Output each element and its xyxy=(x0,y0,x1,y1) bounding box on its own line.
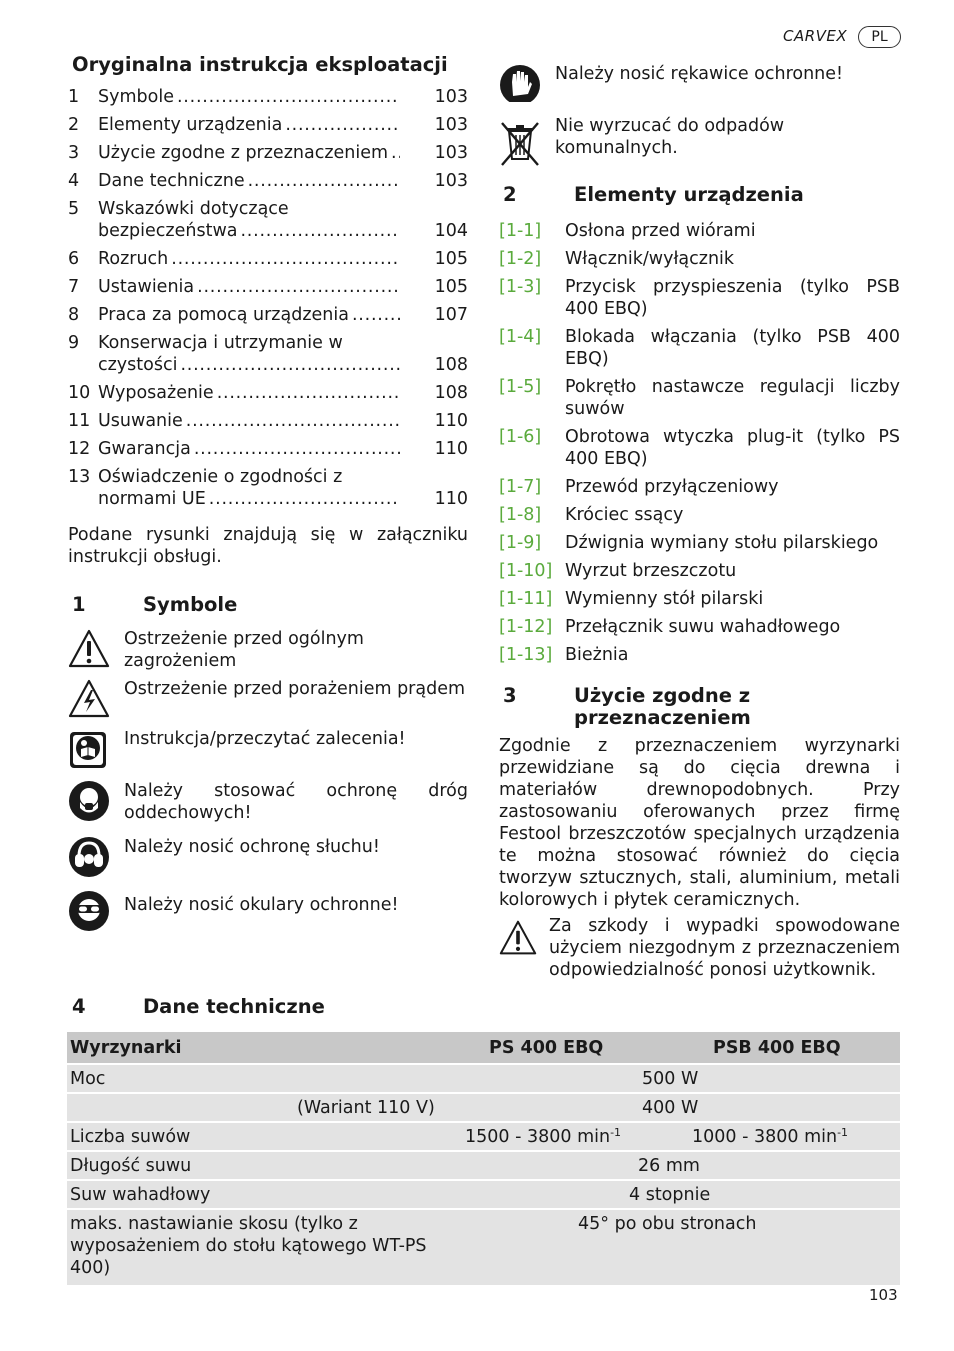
symbol-item: Należy nosić okulary ochronne! xyxy=(68,890,468,932)
symbol-item: Nie wyrzucać do odpadów komunalnych. xyxy=(499,118,900,176)
list-item: [1-10] Wyrzut brzeszczotu xyxy=(499,561,737,581)
list-item: [1-7] Przewód przyłączeniowy xyxy=(499,477,779,497)
toc-item[interactable]: 6 Rozruch . . . 105 xyxy=(68,248,468,270)
list-item: [1-9] Dźwignia wymiany stołu pilarskiego xyxy=(499,533,879,553)
symbol-item: Ostrzeżenie przed ogólnym zagrożeniem xyxy=(68,628,468,678)
toc-item[interactable]: 2 Elementy urządzenia . . . 103 xyxy=(68,114,468,136)
table-of-contents xyxy=(68,86,468,510)
toc-item[interactable]: 8 Praca za pomocą urządzenia . . . 107 xyxy=(68,304,468,326)
toc-item[interactable]: 9 Konserwacja i utrzymanie w czystości . . . 108 xyxy=(68,332,468,376)
table-row: Liczba suwów 1500 - 3800 $\min^{-1}$ 1000 - 3800 $\min^{-1}$ xyxy=(67,1122,900,1151)
intended-use-text: Zgodnie z przeznaczeniem wyrzynarki przewidziane są do cięcia drewna i materiałów drewnopodobnych. Przy zastosowaniu oferowanych przez firmę Festool brzeszczotów specjalnych urządzenia te można stosować również do cięcia tworzyw sztucznych, stali, aluminium, metali kolorowych i płytek ceramicznych. xyxy=(499,736,900,910)
technical-data-table xyxy=(67,1032,900,1285)
safety-goggles-icon xyxy=(68,890,110,932)
respirator-icon xyxy=(68,780,110,822)
list-item: [1-3] Przycisk przyspieszenia (tylko PSB 400 EBQ) xyxy=(499,277,900,319)
table-row: Suw wahadłowy 4 stopnie xyxy=(67,1180,900,1209)
gloves-icon xyxy=(499,60,541,102)
toc-item[interactable]: 3 Użycie zgodne z przeznaczeniem . . . 103 xyxy=(68,142,468,164)
toc-item[interactable]: 11 Usuwanie . . . 110 xyxy=(68,410,468,432)
crossed-bin-icon xyxy=(499,118,541,168)
header-brand: CARVEX xyxy=(783,27,848,45)
table-header-row: Wyrzynarki PS 400 EBQ PSB 400 EBQ xyxy=(67,1032,900,1064)
symbol-item: Ostrzeżenie przed porażeniem prądem xyxy=(68,678,468,728)
elements-list xyxy=(499,220,900,666)
language-badge: PL xyxy=(858,26,901,48)
section-4-heading: 4 Dane techniczne xyxy=(72,995,325,1018)
list-item: [1-4] Blokada włączania (tylko PSB 400 EBQ) xyxy=(499,327,900,369)
toc-item[interactable]: 7 Ustawienia . . . 105 xyxy=(68,276,468,298)
list-item: [1-1] Osłona przed wiórami xyxy=(499,221,756,241)
intended-use-warning: Za szkody i wypadki spowodowane użyciem niezgodnym z przeznaczeniem odpowiedzialność ponosi użytkownik. xyxy=(499,915,900,981)
toc-item[interactable]: 12 Gwarancja . . . 110 xyxy=(68,438,468,460)
ear-protection-icon xyxy=(68,836,110,878)
toc-item[interactable]: 1 Symbole . . . 103 xyxy=(68,86,468,108)
table-row: Długość suwu 26 mm xyxy=(67,1151,900,1180)
left-column xyxy=(68,52,468,932)
symbol-list xyxy=(68,628,468,932)
section-3-heading: 3 Użycie zgodne z przeznaczeniem xyxy=(503,684,751,729)
list-item: [1-12] Przełącznik suwu wahadłowego xyxy=(499,617,841,637)
symbol-item: Instrukcja/przeczytać zalecenia! xyxy=(68,728,468,780)
symbol-item: Należy nosić ochronę słuchu! xyxy=(68,836,468,890)
table-row: Moc 500 W xyxy=(67,1064,900,1093)
page-number: 103 xyxy=(869,1286,898,1304)
section-2-heading: 2 Elementy urządzenia xyxy=(503,183,804,206)
right-column xyxy=(499,60,900,981)
list-item: [1-6] Obrotowa wtyczka plug-it (tylko PS 400 EBQ) xyxy=(499,427,900,469)
electric-shock-icon xyxy=(68,678,110,720)
list-item: [1-13] Bieżnia xyxy=(499,645,629,665)
document-title: Oryginalna instrukcja eksploatacji xyxy=(72,53,448,76)
toc-item[interactable]: 13 Oświadczenie o zgodności z normami UE . . . 110 xyxy=(68,466,468,510)
toc-item[interactable]: 4 Dane techniczne . . . 103 xyxy=(68,170,468,192)
symbol-item: Należy stosować ochronę dróg oddechowych! xyxy=(68,780,468,836)
table-row: maks. nastawianie skosu (tylko z wyposażeniem do stołu kątowego WT-PS 400) 45° po obu stronach xyxy=(67,1209,900,1285)
table-row: (Wariant 110 V) 400 W xyxy=(67,1093,900,1122)
drawings-note: Podane rysunki znajdują się w załączniku instrukcji obsługi. xyxy=(68,525,468,567)
toc-item[interactable]: 5 Wskazówki dotyczące bezpieczeństwa . . . 104 xyxy=(68,198,468,242)
list-item: [1-2] Włącznik/wyłącznik xyxy=(499,249,735,269)
list-item: [1-5] Pokrętło nastawcze regulacji liczby suwów xyxy=(499,377,900,419)
toc-item[interactable]: 10 Wyposażenie . . . 108 xyxy=(68,382,468,404)
section-1-heading: 1 Symbole xyxy=(72,593,238,616)
symbol-item: Należy nosić rękawice ochronne! xyxy=(499,60,900,118)
read-manual-icon xyxy=(68,728,110,770)
warning-icon xyxy=(499,919,537,957)
list-item: [1-8] Króciec ssący xyxy=(499,505,684,525)
list-item: [1-11] Wymienny stół pilarski xyxy=(499,589,764,609)
warning-icon xyxy=(68,628,110,670)
